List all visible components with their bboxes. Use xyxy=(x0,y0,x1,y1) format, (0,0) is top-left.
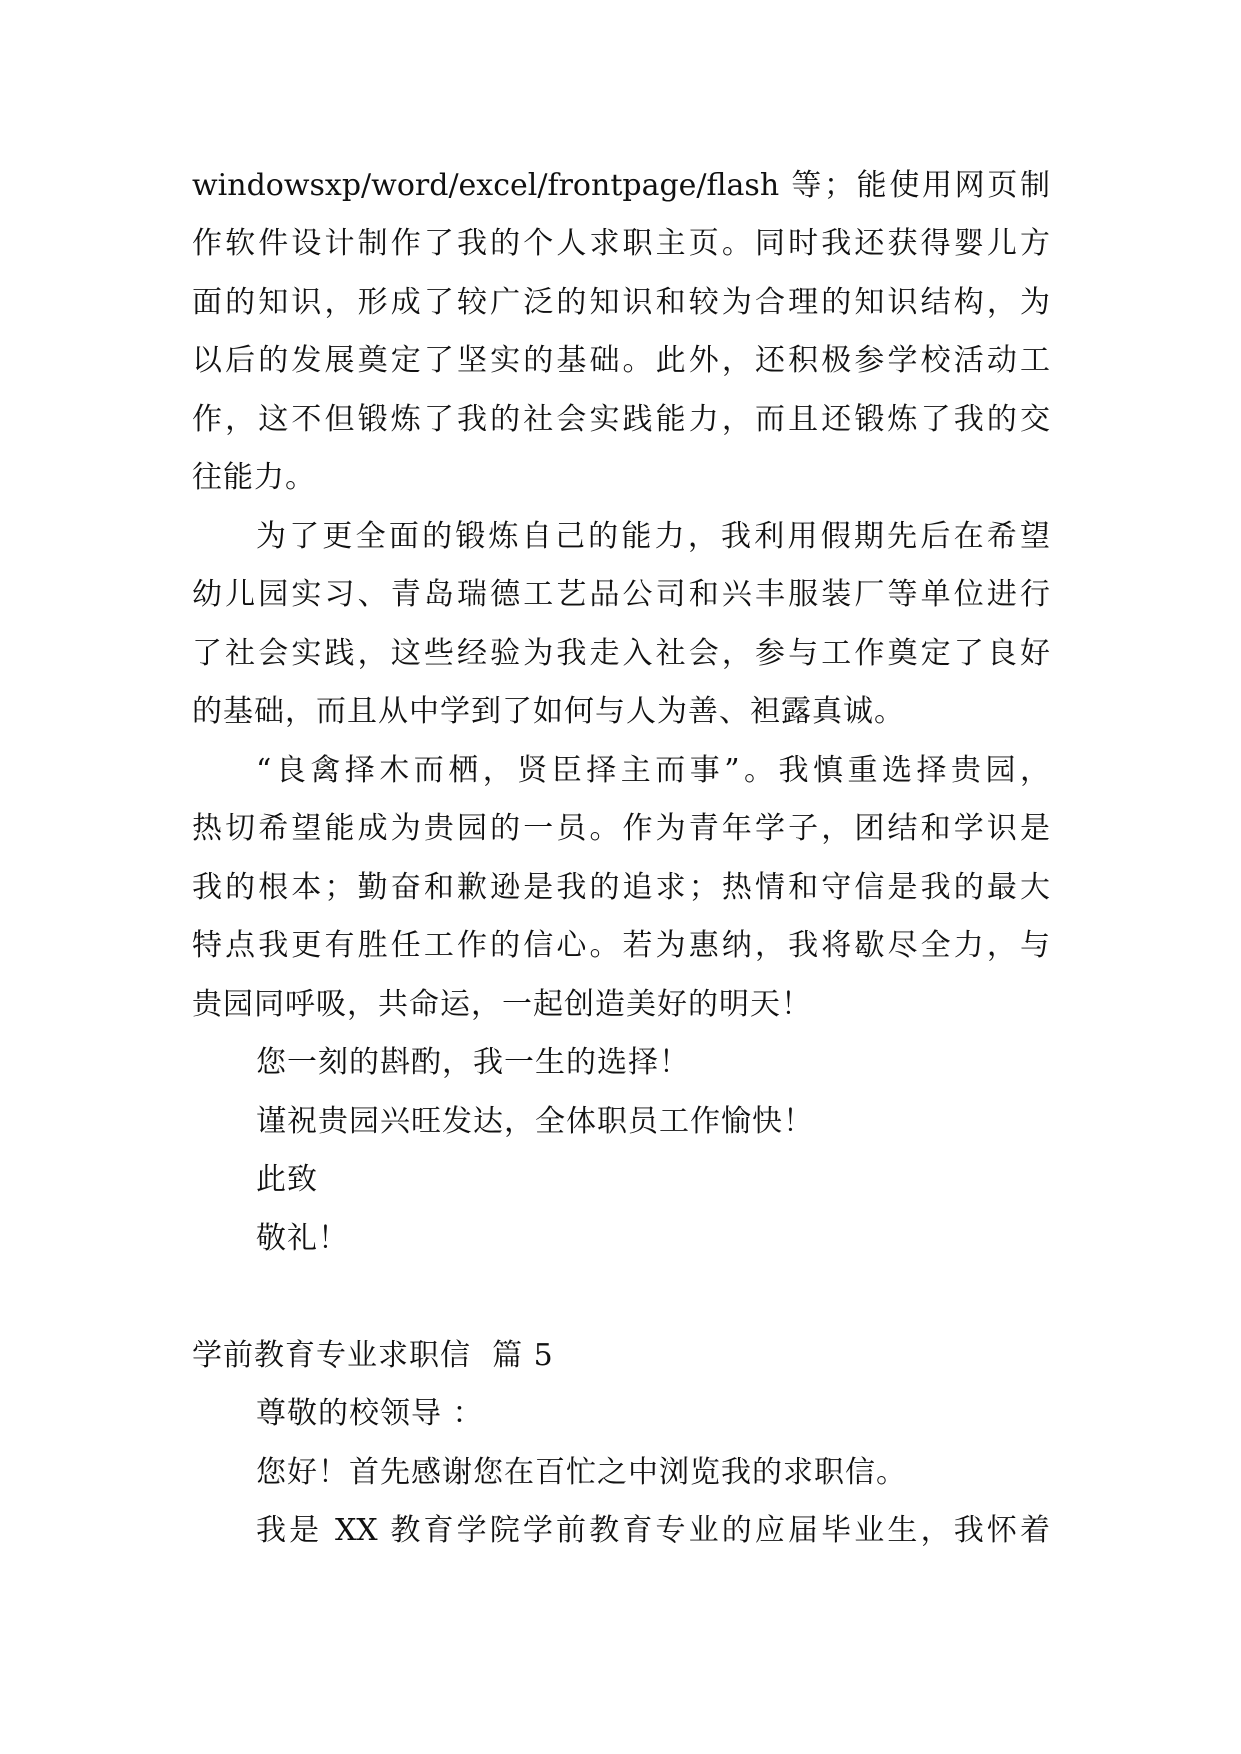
paragraph-1-line-3: 面的知识，形成了较广泛的知识和较为合理的知识结构，为 xyxy=(192,285,1050,320)
paragraph-1-line-5: 作，这不但锻炼了我的社会实践能力，而且还锻炼了我的交 xyxy=(192,402,1050,437)
letter-5-salutation: 尊敬的校领导 ： xyxy=(256,1396,484,1431)
closing-line-4: 敬礼！ xyxy=(256,1221,349,1256)
paragraph-1-line-2: 作软件设计制作了我的个人求职主页。同时我还获得婴儿方 xyxy=(192,226,1050,261)
paragraph-3-line-3: 我的根本；勤奋和歉逊是我的追求；热情和守信是我的最大 xyxy=(192,870,1050,905)
letter-5-intro: 我是 XX 教育学院学前教育专业的应届毕业生，我怀着 xyxy=(256,1513,1050,1548)
closing-line-1: 您一刻的斟酌，我一生的选择！ xyxy=(256,1045,690,1080)
paragraph-1-line-4: 以后的发展奠定了坚实的基础。此外，还积极参学校活动工 xyxy=(192,343,1050,378)
section-heading: 学前教育专业求职信 篇 5 xyxy=(192,1338,554,1373)
closing-line-3: 此致 xyxy=(256,1162,318,1197)
paragraph-2-line-1: 为了更全面的锻炼自己的能力，我利用假期先后在希望 xyxy=(256,519,1050,554)
paragraph-1-line-1: windowsxp/word/excel/frontpage/flash 等；能使用网页制 xyxy=(192,168,1050,203)
closing-line-2: 谨祝贵园兴旺发达，全体职员工作愉快！ xyxy=(256,1104,814,1139)
paragraph-2-line-4: 的基础，而且从中学到了如何与人为善、袒露真诚。 xyxy=(192,694,905,729)
paragraph-2-line-2: 幼儿园实习、青岛瑞德工艺品公司和兴丰服装厂等单位进行 xyxy=(192,577,1050,612)
paragraph-3-line-1: “良禽择木而栖，贤臣择主而事”。我慎重选择贵园， xyxy=(256,753,1050,788)
paragraph-3-line-4: 特点我更有胜任工作的信心。若为惠纳，我将歇尽全力，与 xyxy=(192,928,1050,963)
paragraph-3-line-5: 贵园同呼吸，共命运，一起创造美好的明天！ xyxy=(192,987,812,1022)
paragraph-1-line-6: 往能力。 xyxy=(192,460,316,495)
paragraph-3-line-2: 热切希望能成为贵园的一员。作为青年学子，团结和学识是 xyxy=(192,811,1050,846)
letter-5-greeting: 您好！首先感谢您在百忙之中浏览我的求职信。 xyxy=(256,1455,907,1490)
paragraph-2-line-3: 了社会实践，这些经验为我走入社会，参与工作奠定了良好 xyxy=(192,636,1050,671)
